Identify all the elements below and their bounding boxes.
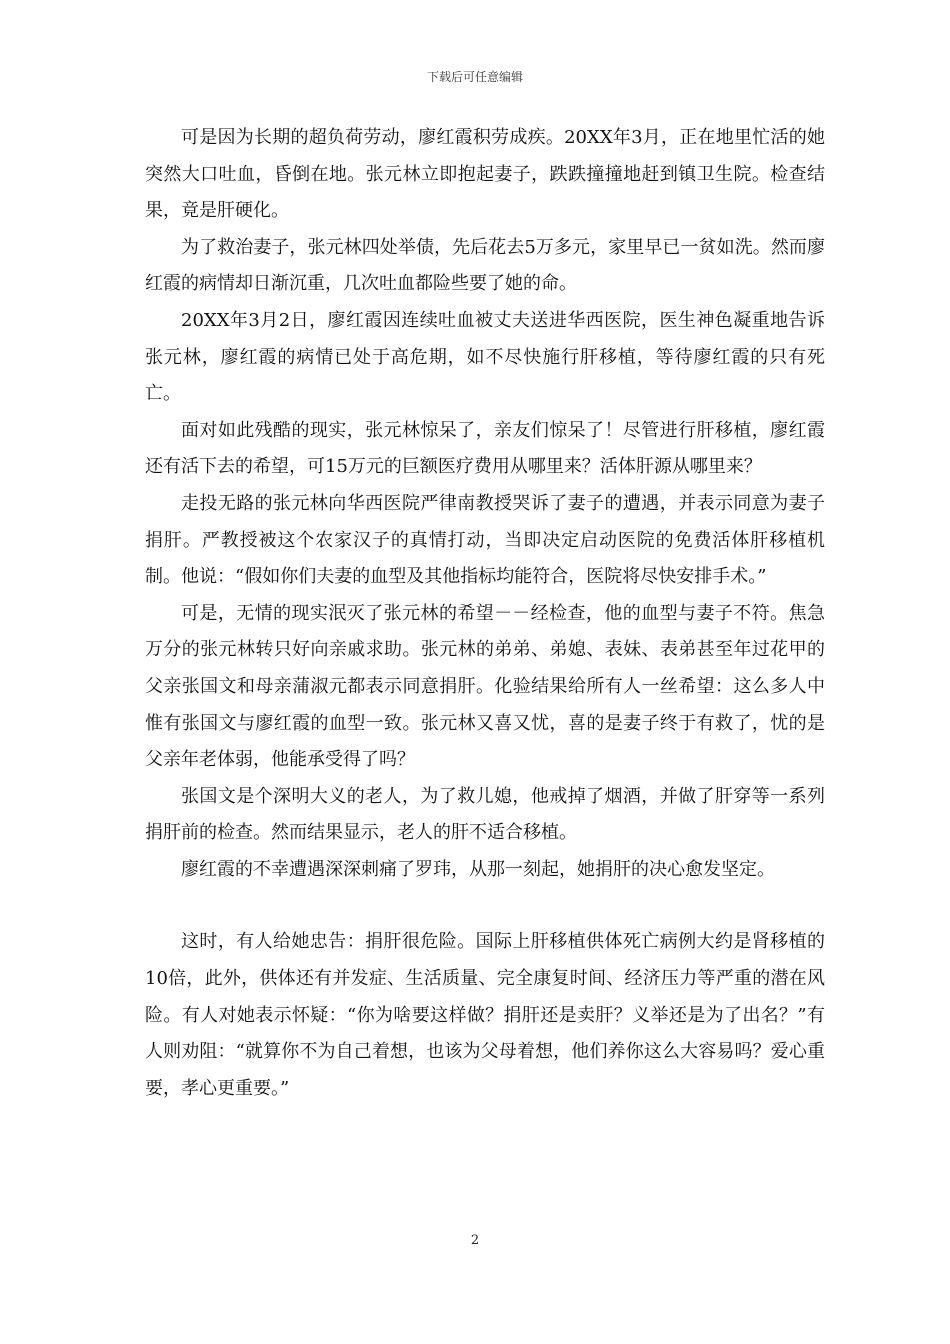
paragraph: 廖红霞的不幸遭遇深深刺痛了罗玮，从那一刻起，她捐肝的决心愈发坚定。 [181,858,775,880]
document-body [145,120,825,1107]
paragraph: 为了救治妻子，张元林四处举债，先后花去5万多元，家里早已一贫如洗。然而廖红霞的病情却日渐沉重，几次吐血都险些要了她的命。 [145,236,825,295]
paragraph: 这时，有人给她忠告：捐肝很危险。国际上肝移植供体死亡病例大约是肾移植的10倍，此外，供体还有并发症、生活质量、完全康复时间、经济压力等严重的潜在风险。有人对她表示怀疑：“你为啥要这样做？捐肝还是卖肝？义举还是为了出名？”有人则劝阻：“就算你不为自己着想，也该为父母着想，他们养你这么大容易吗？爱心重要，孝心更重要。” [145,931,825,1099]
paragraph: 20XX年3月2日，廖红霞因连续吐血被丈夫送进华西医院，医生神色凝重地告诉张元林，廖红霞的病情已处于高危期，如不尽快施行肝移植，等待廖红霞的只有死亡。 [145,309,825,405]
paragraph: 面对如此残酷的现实，张元林惊呆了，亲友们惊呆了！尽管进行肝移植，廖红霞还有活下去的希望，可15万元的巨额医疗费用从哪里来？活体肝源从哪里来？ [145,419,825,478]
page-header: 下载后可任意编辑 [426,70,523,84]
paragraph: 可是因为长期的超负荷劳动，廖红霞积劳成疾。20XX年3月，正在地里忙活的她突然大口吐血，昏倒在地。张元林立即抱起妻子，跌跌撞撞地赶到镇卫生院。检查结果，竟是肝硬化。 [145,127,825,222]
paragraph: 走投无路的张元林向华西医院严律南教授哭诉了妻子的遭遇，并表示同意为妻子捐肝。严教授被这个农家汉子的真情打动，当即决定启动医院的免费活体肝移植机制。他说：“假如你们夫妻的血型及其他指标均能符合，医院将尽快安排手术。” [145,492,825,588]
paragraph: 张国文是个深明大义的老人，为了救儿媳，他戒掉了烟酒，并做了肝穿等一系列捐肝前的检查。然而结果显示，老人的肝不适合移植。 [145,785,825,844]
page-number: 2 [470,1233,480,1248]
paragraph: 可是，无情的现实泯灭了张元林的希望－－经检查，他的血型与妻子不符。焦急万分的张元林转只好向亲戚求助。张元林的弟弟、弟媳、表妹、表弟甚至年过花甲的父亲张国文和母亲蒲淑元都表示同意捐肝。化验结果给所有人一丝希望：这么多人中惟有张国文与廖红霞的血型一致。张元林又喜又忧，喜的是妻子终于有救了，忧的是父亲年老体弱，他能承受得了吗？ [145,602,825,771]
